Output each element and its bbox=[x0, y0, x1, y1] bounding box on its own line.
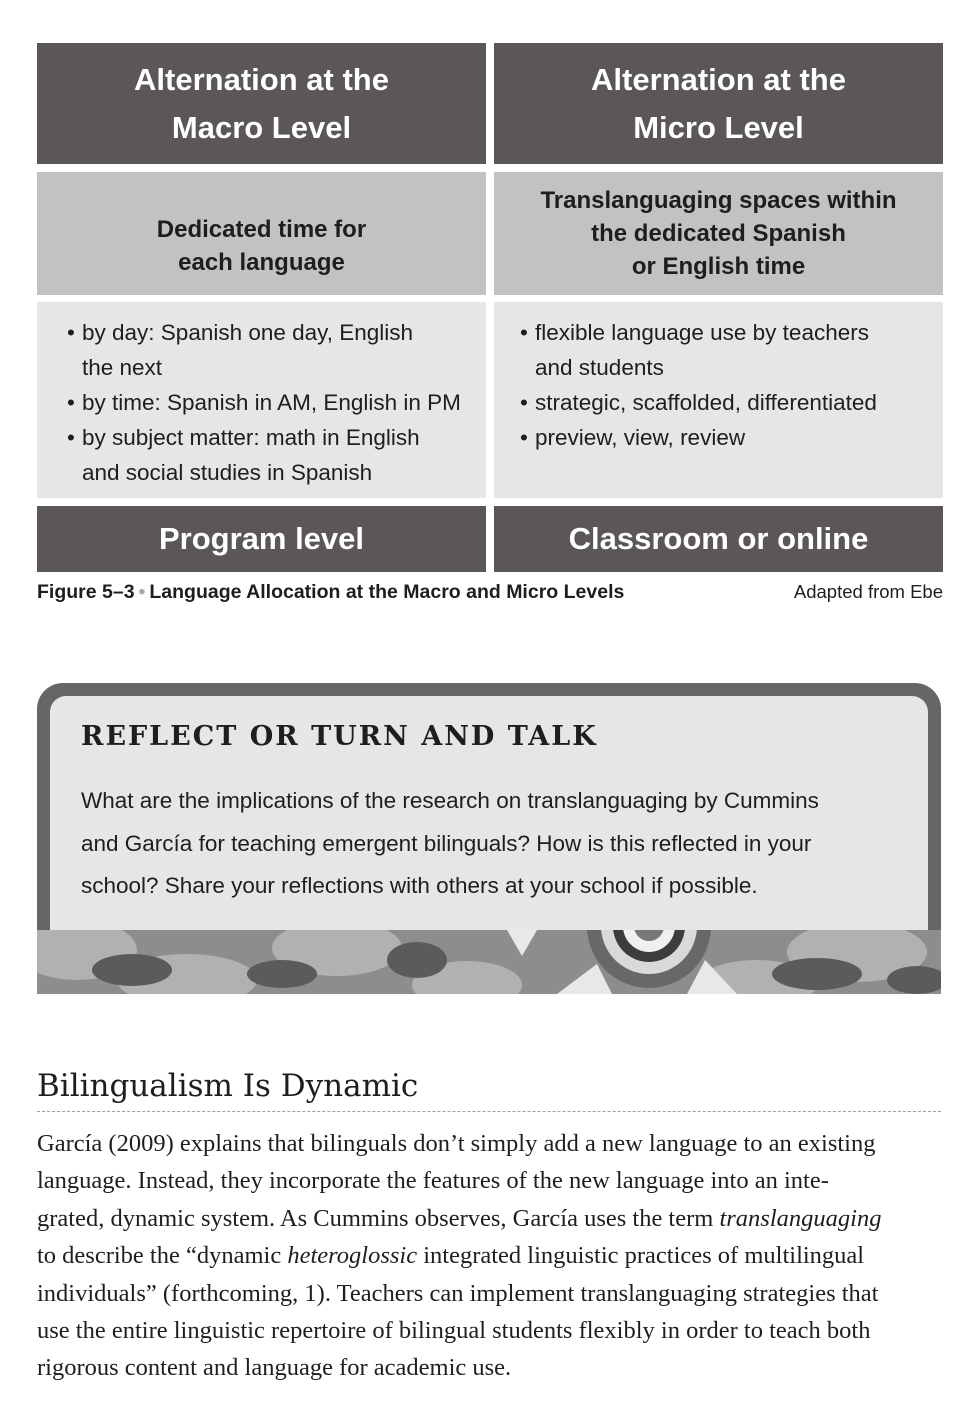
list-item: • strategic, scaffolded, differentiated bbox=[520, 385, 933, 420]
micro-level-subheader: Translanguaging spaces within the dedicated Spanish or English time bbox=[494, 172, 943, 295]
list-item: • by day: Spanish one day, English the next bbox=[67, 315, 476, 385]
macro-level-footer: Program level bbox=[37, 506, 486, 572]
list-item: • preview, view, review bbox=[520, 420, 933, 455]
section-body: García (2009) explains that bilinguals don’t simply add a new language to an existing language. Instead, they incorporate the features of the new language into an inte- grated, dynamic system. As Cummins observes, García uses the term translanguaging to describe the “dynamic heteroglossic integrated linguistic practices of multilingual individuals” (forthcoming, 1). Teachers can implement translanguaging strategies that use the entire linguistic repertoire of bilingual students flexibly in order to teach both rigorous content and language for academic use. bbox=[37, 1130, 882, 1382]
micro-level-header: Alternation at the Micro Level bbox=[494, 43, 943, 164]
list-item: • flexible language use by teachers and students bbox=[520, 315, 933, 385]
figure-credit: Adapted from Ebe bbox=[793, 581, 943, 602]
figure-label: Figure 5–3 bbox=[37, 580, 135, 603]
section-divider bbox=[37, 1111, 941, 1112]
micro-level-footer: Classroom or online bbox=[494, 506, 943, 572]
list-item: • by subject matter: math in English and social studies in Spanish bbox=[67, 420, 476, 490]
language-allocation-figure bbox=[37, 43, 943, 572]
macro-level-header: Alternation at the Macro Level bbox=[37, 43, 486, 164]
macro-level-column bbox=[37, 43, 486, 572]
macro-level-bullets bbox=[37, 302, 486, 498]
list-item: • by time: Spanish in AM, English in PM bbox=[67, 385, 476, 420]
section-title: Bilingualism Is Dynamic bbox=[37, 1068, 419, 1104]
figure-title: Language Allocation at the Macro and Micro Levels bbox=[149, 580, 625, 603]
caption-separator: • bbox=[138, 580, 146, 603]
reflect-heading: REFLECT OR TURN AND TALK bbox=[81, 721, 598, 752]
macro-level-subheader: Dedicated time for each language bbox=[37, 172, 486, 295]
reflect-box bbox=[37, 683, 941, 994]
reflect-text: What are the implications of the research on translanguaging by Cummins and García for teaching emergent bilinguals? How is this reflected in your school? Share your reflections with others at your school if possible. bbox=[81, 788, 819, 898]
figure-caption bbox=[37, 579, 943, 605]
micro-level-column bbox=[494, 43, 943, 572]
micro-level-bullets bbox=[494, 302, 943, 498]
decorative-pattern-image bbox=[37, 930, 941, 994]
